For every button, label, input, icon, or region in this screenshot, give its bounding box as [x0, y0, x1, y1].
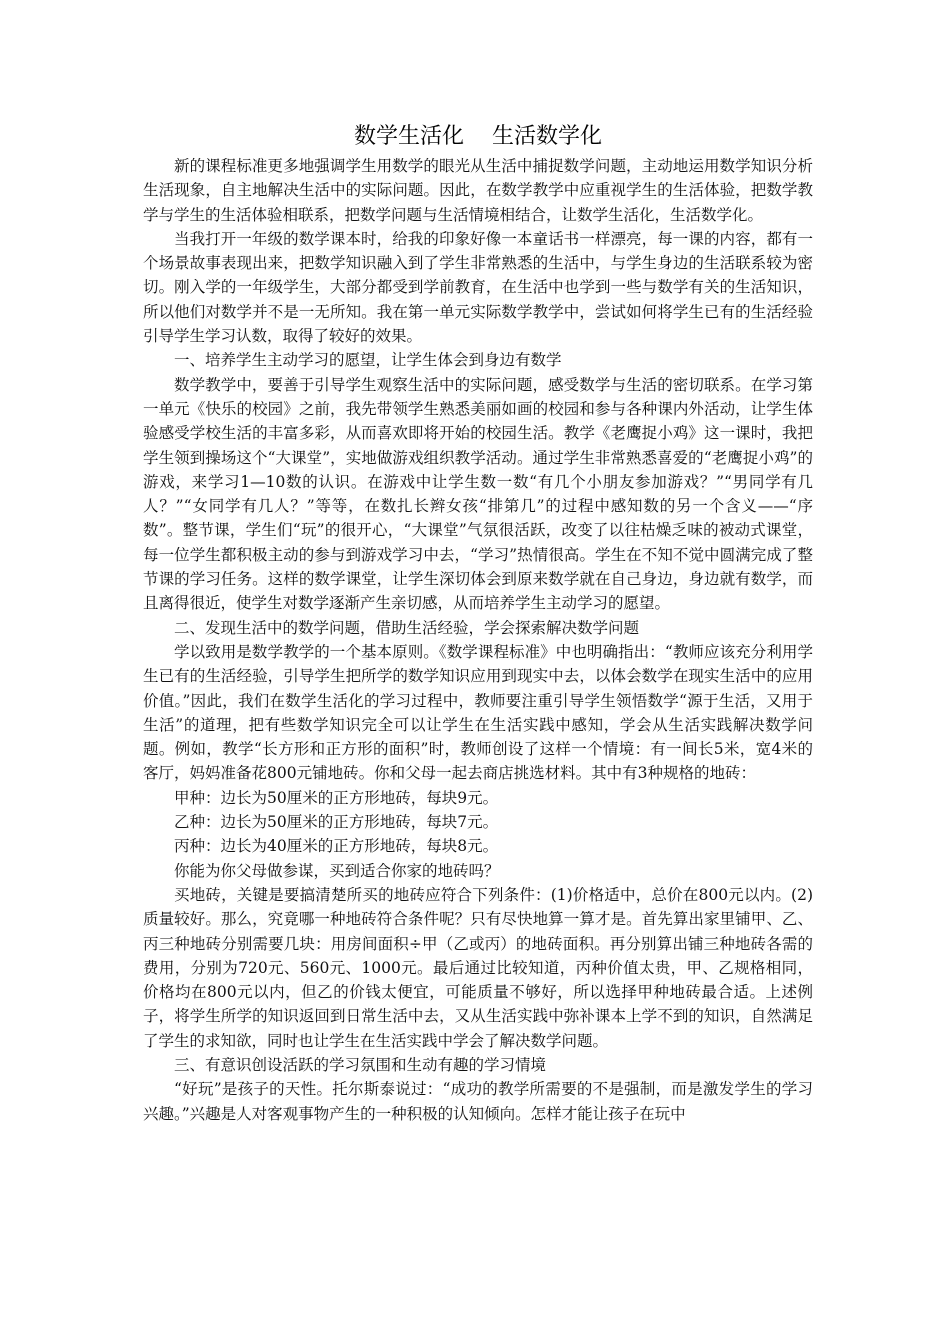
paragraph-question: 你能为你父母做参谋，买到适合你家的地砖吗？	[174, 861, 500, 880]
paragraph-textbook: 当我打开一年级的数学课本时，给我的印象好像一本童话书一样漂亮，每一课的内容，都有一个场景故事表现出来，把数学知识融入到了学生非常熟悉的生活中，与学生身边的生活联系较为密切。刚入学的一年级学生，大部分都受到学前教育，在生活中也学到一些与数学有关的生活知识，所以他们对数学并不是一无所知。我在第一单元实际数学教学中，尝试如何将学生已有的生活经验引导学生学习认数，取得了较好的效果。	[143, 229, 813, 346]
section-heading-2: 二、发现生活中的数学问题，借助生活经验，学会探索解决数学问题	[174, 618, 640, 637]
paragraph-intro: 新的课程标准更多地强调学生用数学的眼光从生活中捕捉数学问题，主动地运用数学知识分析生活现象，自主地解决生活中的实际问题。因此，在数学教学中应重视学生的生活体验，把数学教学与学生的生活体验相联系，把数学问题与生活情境相结合，让数学生活化，生活数学化。	[143, 157, 813, 224]
paragraph-section-3: “好玩”是孩子的天性。托尔斯泰说过：“成功的教学所需要的不是强制，而是激发学生的学习兴趣。”兴趣是人对客观事物产生的一种积极的认知倾向。怎样才能让孩子在玩中	[143, 1080, 813, 1123]
document-body	[143, 120, 813, 1126]
list-item-tile-a: 甲种：边长为50厘米的正方形地砖，每块9元。	[174, 788, 499, 807]
paragraph-section-2: 学以致用是数学教学的一个基本原则。《数学课程标准》中也明确指出：“教师应该充分利用学生已有的生活经验，引导学生把所学的数学知识应用到现实中去，以体会数学在现实生活中的应用价值。”因此，我们在数学生活化的学习过程中，教师要注重引导学生领悟数学“源于生活，又用于生活”的道理，把有些数学知识完全可以让学生在生活实践中感知，学会从生活实践解决数学问题。例如，教学“长方形和正方形的面积”时，教师创设了这样一个情境：有一间长5米，宽4米的客厅，妈妈准备花800元铺地砖。你和父母一起去商店挑选材料。其中有3种规格的地砖：	[143, 642, 813, 783]
list-item-tile-c: 丙种：边长为40厘米的正方形地砖，每块8元。	[174, 837, 499, 856]
paragraph-solution: 买地砖，关键是要搞清楚所买的地砖应符合下列条件：(1)价格适中，总价在800元以内。(2)质量较好。那么，究竟哪一种地砖符合条件呢？只有尽快地算一算才是。首先算出家里铺甲、乙、丙三种地砖分别需要几块：用房间面积÷甲（乙或丙）的地砖面积。再分别算出铺三种地砖各需的费用，分别为720元、560元、1000元。最后通过比较知道，丙种价值太贵，甲、乙规格相同，价格均在800元以内，但乙的价钱太便宜，可能质量不够好，所以选择甲种地砖最合适。上述例子，将学生所学的知识返回到日常生活中去，又从生活实践中弥补课本上学不到的知识，自然满足了学生的求知欲，同时也让学生在生活实践中学会了解决数学问题。	[143, 885, 813, 1050]
section-heading-3: 三、有意识创设活跃的学习氛围和生动有趣的学习情境	[174, 1055, 547, 1074]
document-title: 数学生活化 生活数学化	[354, 124, 602, 149]
section-heading-1: 一、培养学生主动学习的愿望，让学生体会到身边有数学	[174, 351, 562, 370]
paragraph-section-1: 数学教学中，要善于引导学生观察生活中的实际问题，感受数学与生活的密切联系。在学习第一单元《快乐的校园》之前，我先带领学生熟悉美丽如画的校园和参与各种课内外活动，让学生体验感受学校生活的丰富多彩，从而喜欢即将开始的校园生活。教学《老鹰捉小鸡》这一课时，我把学生领到操场这个“大课堂”，实地做游戏组织教学活动。通过学生非常熟悉喜爱的“老鹰捉小鸡”的游戏，来学习1—10数的认识。在游戏中让学生数一数“有几个小朋友参加游戏？”“男同学有几人？”“女同学有几人？”等等，在数扎长辫女孩“排第几”的过程中感知数的另一个含义——“序数”。整节课，学生们“玩”的很开心，“大课堂”气氛很活跃，改变了以往枯燥乏味的被动式课堂，每一位学生都积极主动的参与到游戏学习中去，“学习”热情很高。学生在不知不觉中圆满完成了整节课的学习任务。这样的数学课堂，让学生深切体会到原来数学就在自己身边，身边就有数学，而且离得很近，使学生对数学逐渐产生亲切感，从而培养学生主动学习的愿望。	[143, 375, 813, 613]
list-item-tile-b: 乙种：边长为50厘米的正方形地砖，每块7元。	[174, 813, 499, 832]
